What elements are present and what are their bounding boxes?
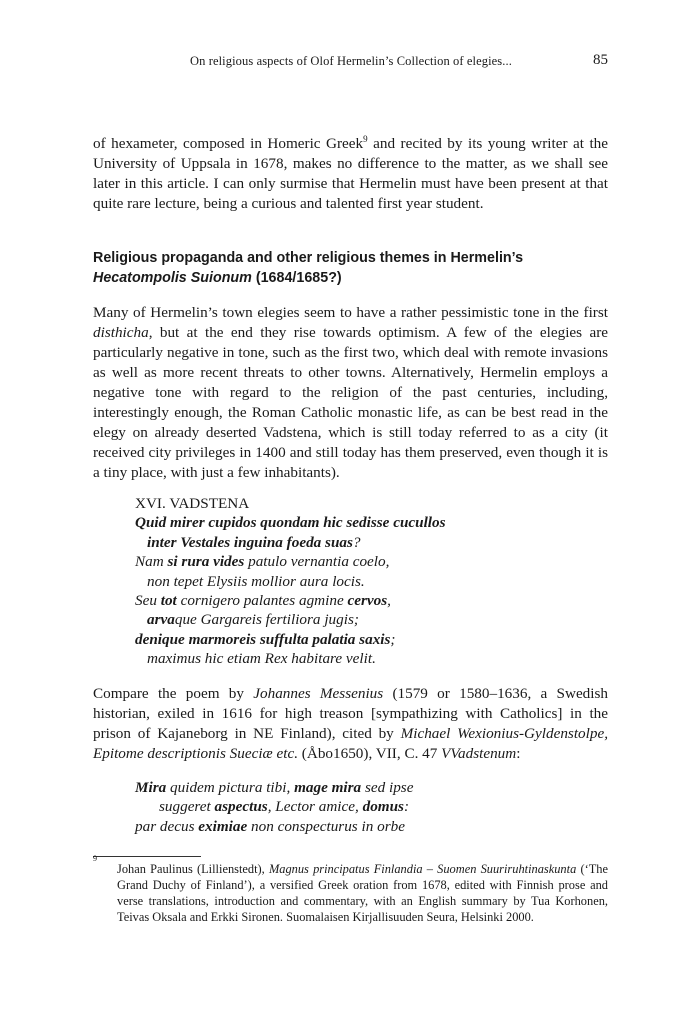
poem-line: maximus hic etiam Rex habitare velit. <box>147 650 376 668</box>
paragraph-2: Many of Hermelin’s town elegies seem to have a rather pessimistic tone in the first disthicha, but at the end they rise towards optimism. A few of the elegies are particularly negative in tone, such as the first two, which deal with remote invasions as well as more recent threats to other towns. Alternatively, Hermelin employs a negative tone with regard to the religion of the past centuries, including, interestingly enough, the Roman Catholic monastic life, as can be best read in the elegy on already deserted Vadstena, which is still today referred to as a city (it received city privileges in 1400 and still today has them preserved, even though it is a tiny place, with just a few inhabitants). <box>93 304 608 481</box>
poem-line: par decus eximiae non conspecturus in orbe <box>135 817 405 835</box>
poem-line: denique marmoreis suffulta palatia saxis; <box>135 630 396 648</box>
poem-line: arvaque Gargareis fertiliora jugis; <box>147 611 359 629</box>
poem-vadstena <box>135 494 615 669</box>
poem-messenius <box>135 778 615 836</box>
poem-line: inter Vestales inguina foeda suas? <box>147 533 361 551</box>
poem-line: Seu tot cornigero palantes agmine cervos, <box>135 592 391 610</box>
poem-line: suggeret aspectus, Lector amice, domus: <box>159 798 410 816</box>
footnote-9: 9 Johan Paulinus (Lillienstedt), Magnus principatus Finlandia – Suomen Suuriruhtinaskunta (‘The Grand Duchy of Finland’), a versified Greek oration from 1678, edited with Finnish prose and verse translations, introduction and commentary, with an English summary by Tua Korhonen, Teivas Oksala and Erkki Sironen. Suomalaisen Kirjallisuuden Seura, Helsinki 2000. <box>93 854 608 924</box>
running-head: On religious aspects of Olof Hermelin’s Collection of elegies... <box>190 54 512 68</box>
footnote-text: Johan Paulinus (Lillienstedt), Magnus principatus Finlandia – Suomen Suuriruhtinaskunta (‘The Grand Duchy of Finland’), a versified Greek oration from 1678, edited with Finnish prose and verse translations, introduction and commentary, with an English summary by Tua Korhonen, Teivas Oksala and Erkki Sironen. Suomalaisen Kirjallisuuden Seura, Helsinki 2000. <box>117 862 608 924</box>
poem-title: XVI. VADSTENA <box>135 495 250 512</box>
poem-line: Mira quidem pictura tibi, mage mira sed ipse <box>135 779 414 796</box>
page-number: 85 <box>593 52 608 68</box>
paragraph-3: Compare the poem by Johannes Messenius (1579 or 1580–1636, a Swedish historian, exiled in 1616 for high treason [sympathizing with Catholics] in the prison of Kajaneborg in NE Finland), cited by Michael Wexionius-Gyldenstolpe, Epitome descriptionis Sueciæ etc. (Åbo1650), VII, C. 47 VVadstenum: <box>93 685 609 762</box>
section-heading: Religious propaganda and other religious themes in Hermelin’s Hecatompolis Suionum (1684/1685?) <box>93 250 524 286</box>
footnote-ref[interactable]: 9 <box>363 133 368 144</box>
footnote-divider <box>93 856 201 857</box>
paragraph-1: of hexameter, composed in Homeric Greek$^9$ and recited by its young writer at the University of Uppsala in 1678, makes no difference to the matter, as we shall see later in this article. I can only surmise that Hermelin must have been present at that quite rare lecture, being a curious and talented first year student. <box>93 133 608 212</box>
poem-line: Quid mirer cupidos quondam hic sedisse cucullos <box>135 514 446 532</box>
poem-line: Nam si rura vides patulo vernantia coelo, <box>135 553 390 571</box>
poem-line: non tepet Elysiis mollior aura locis. <box>147 572 365 590</box>
